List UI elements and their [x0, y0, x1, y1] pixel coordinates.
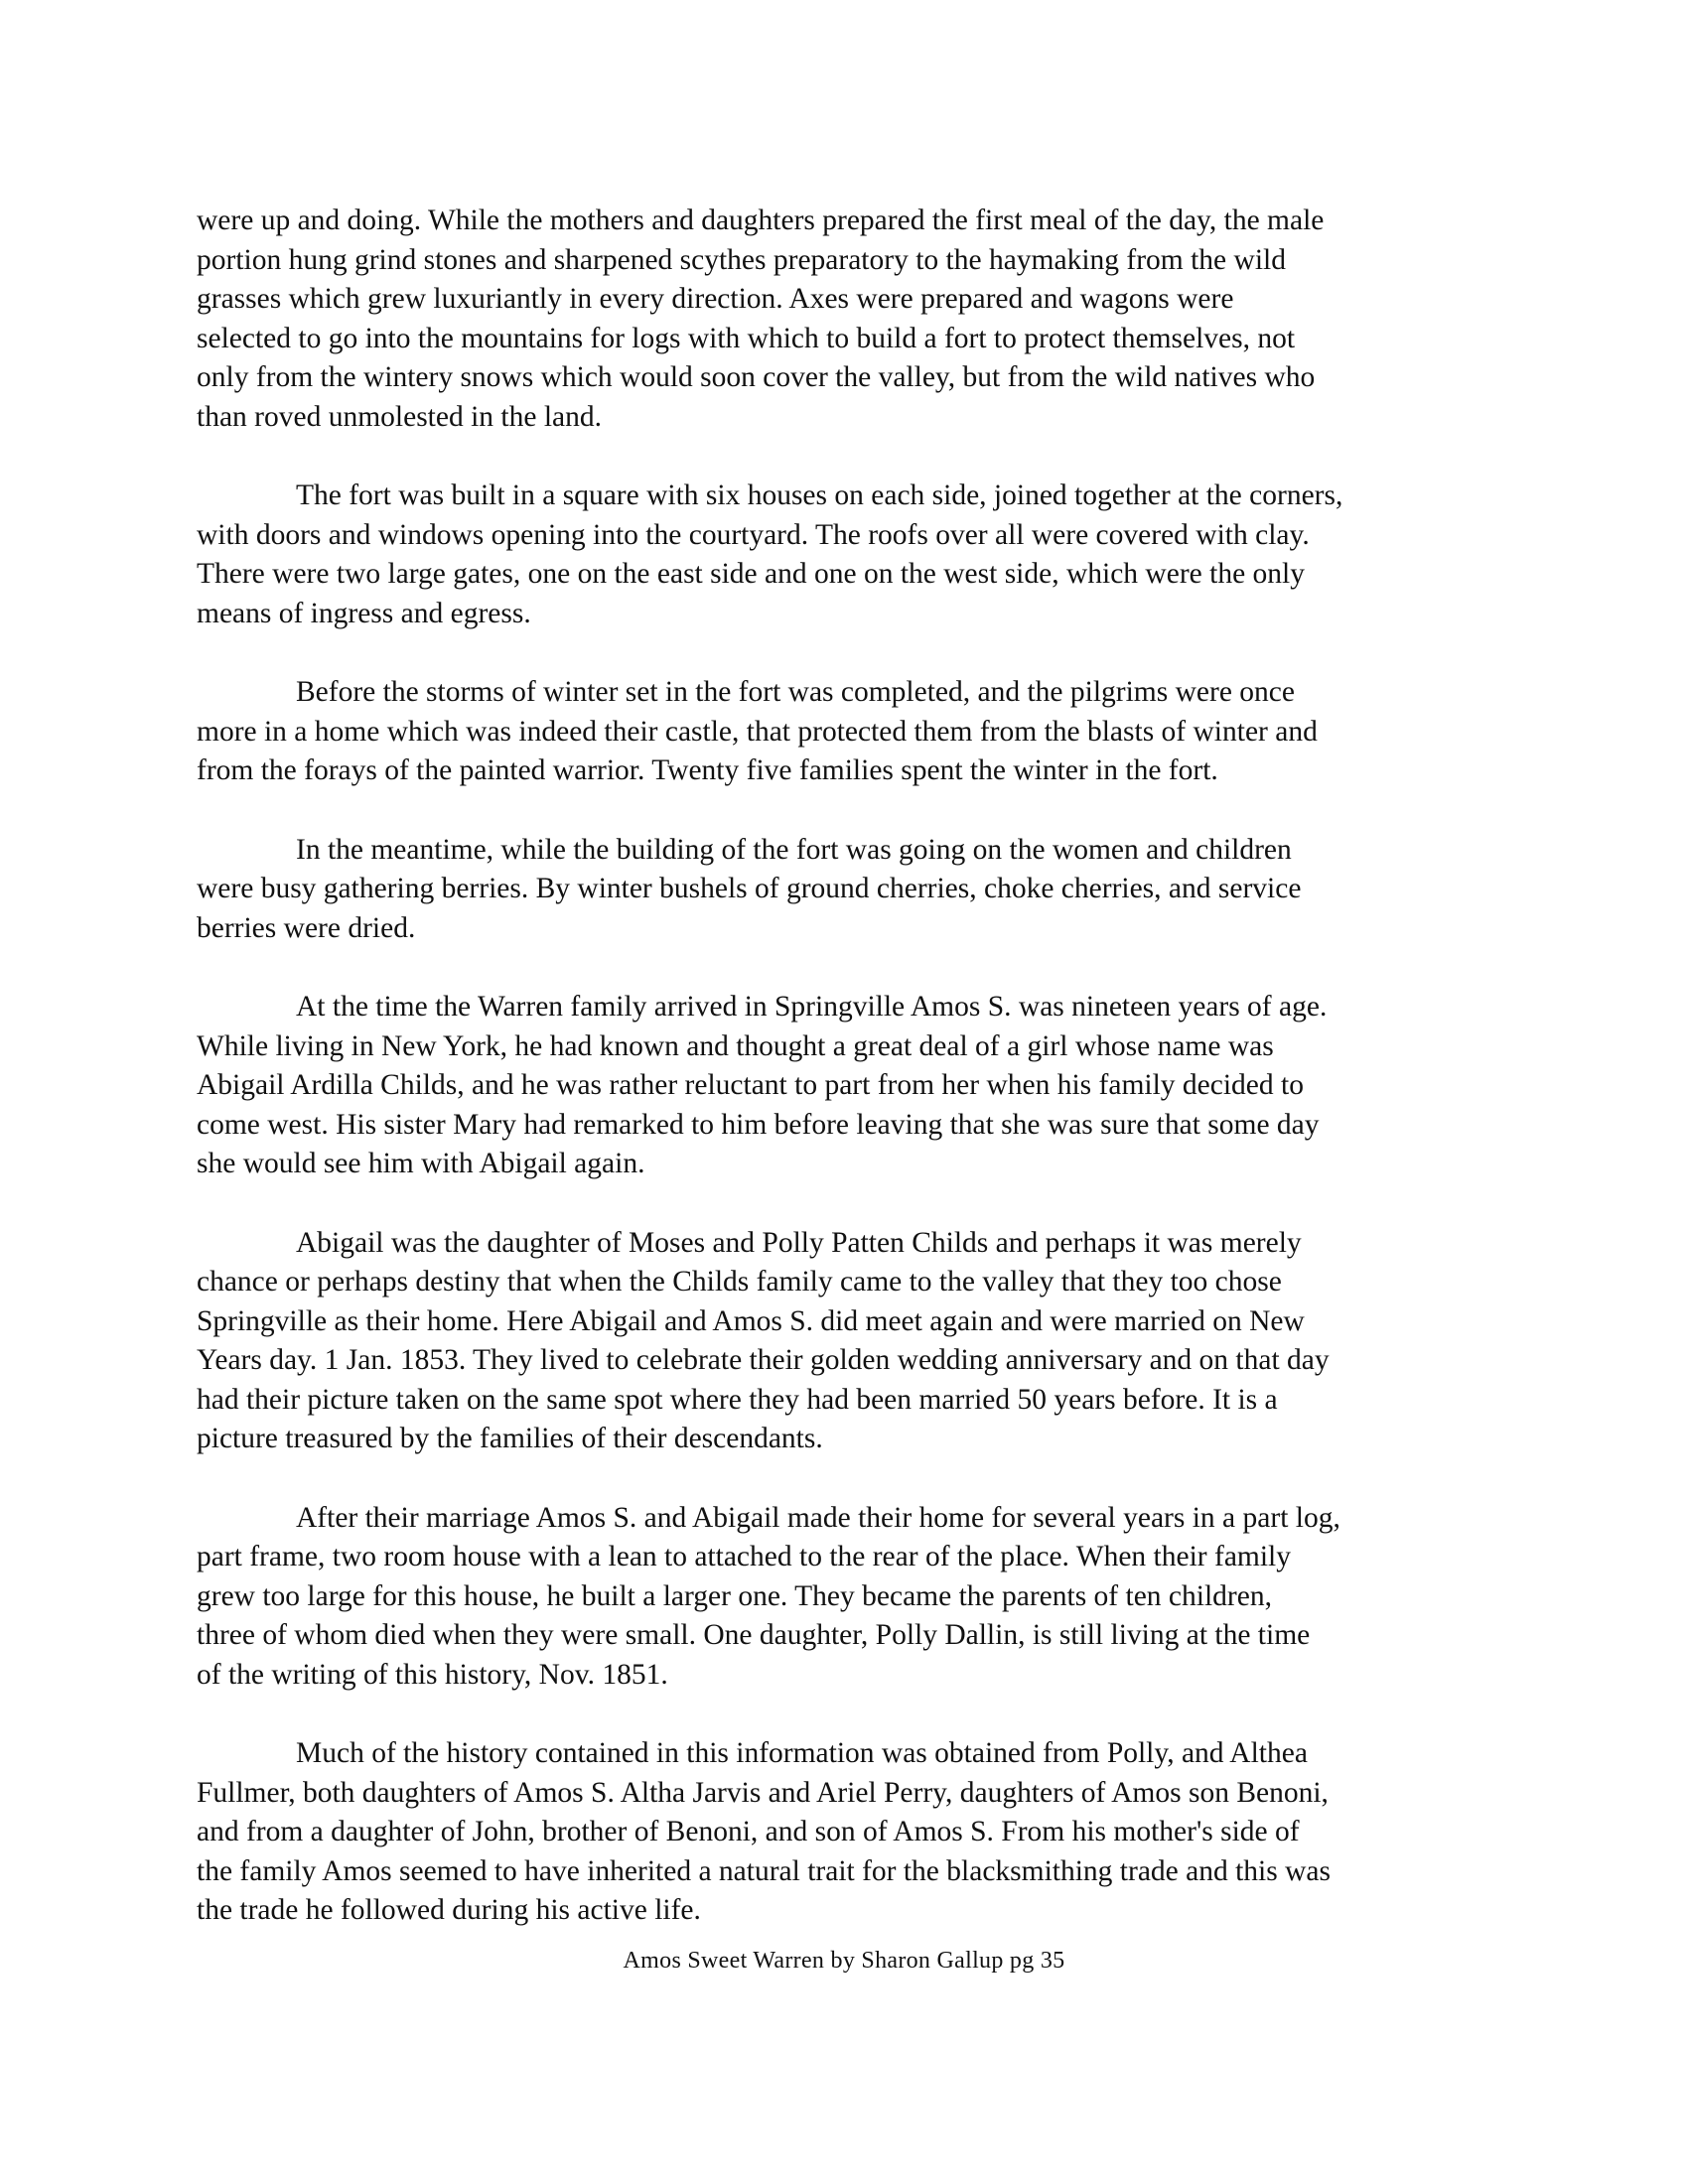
text-line: selected to go into the mountains for logs with which to build a fort to protect themselves, not — [197, 322, 1296, 354]
text-line: After their marriage Amos S. and Abigail made their home for several years in a part log, — [296, 1501, 1340, 1534]
text-line: Abigail Ardilla Childs, and he was rather reluctant to part from her when his family decided to — [197, 1069, 1304, 1101]
text-line: only from the wintery snows which would soon cover the valley, but from the wild natives who — [197, 361, 1316, 393]
text-line: were busy gathering berries. By winter bushels of ground cherries, choke cherries, and service — [197, 873, 1302, 904]
text-line: than roved unmolested in the land. — [197, 400, 602, 433]
paragraph-2 — [197, 477, 1489, 633]
text-line: Abigail was the daughter of Moses and Polly Patten Childs and perhaps it was merely — [296, 1226, 1302, 1259]
paragraph-1 — [197, 202, 1489, 437]
text-line: grasses which grew luxuriantly in every direction. Axes were prepared and wagons were — [197, 283, 1234, 315]
paragraph-4 — [197, 831, 1489, 949]
text-line: In the meantime, while the building of the fort was going on the women and children — [296, 833, 1292, 866]
text-line: and from a daughter of John, brother of Benoni, and son of Amos S. From his mother's side of — [197, 1816, 1300, 1847]
text-line: While living in New York, he had known and thought a great deal of a girl whose name was — [197, 1029, 1274, 1062]
text-line: more in a home which was indeed their castle, that protected them from the blasts of winter and — [197, 715, 1318, 748]
text-line: of the writing of this history, Nov. 1851. — [197, 1658, 668, 1691]
text-line: the family Amos seemed to have inherited a natural trait for the blacksmithing trade and this was — [197, 1854, 1331, 1887]
text-line: berries were dried. — [197, 911, 416, 944]
page-footer: Amos Sweet Warren by Sharon Gallup pg 35 — [623, 1948, 1065, 1974]
text-line: part frame, two room house with a lean to attached to the rear of the place. When their family — [197, 1541, 1292, 1572]
text-line: come west. His sister Mary had remarked to him before leaving that she was sure that some day — [197, 1108, 1320, 1141]
body-text — [197, 202, 1489, 1971]
paragraph-8 — [197, 1734, 1489, 1931]
text-line: Much of the history contained in this information was obtained from Polly, and Althea — [296, 1737, 1308, 1769]
text-line: Before the storms of winter set in the fort was completed, and the pilgrims were once — [296, 676, 1295, 708]
paragraph-7 — [197, 1499, 1489, 1696]
text-line: There were two large gates, one on the east side and one on the west side, which were the only — [197, 558, 1305, 590]
text-line: Springville as their home. Here Abigail and Amos S. did meet again and were married on New — [197, 1304, 1305, 1337]
text-line: the trade he followed during his active life. — [197, 1894, 701, 1926]
text-line: picture treasured by the families of their descendants. — [197, 1423, 823, 1454]
text-line: she would see him with Abigail again. — [197, 1148, 645, 1179]
paragraph-5 — [197, 988, 1489, 1184]
text-line: grew too large for this house, he built a larger one. They became the parents of ten children, — [197, 1579, 1272, 1612]
text-line: means of ingress and egress. — [197, 597, 531, 629]
text-line: had their picture taken on the same spot where they had been married 50 years before. It is a — [197, 1383, 1278, 1416]
text-line: Fullmer, both daughters of Amos S. Altha Jarvis and Ariel Perry, daughters of Amos son Benoni, — [197, 1776, 1329, 1809]
paragraph-6 — [197, 1224, 1489, 1459]
text-line: with doors and windows opening into the courtyard. The roofs over all were covered with clay. — [197, 518, 1310, 551]
text-line: portion hung grind stones and sharpened scythes preparatory to the haymaking from the wild — [197, 243, 1286, 276]
text-line: At the time the Warren family arrived in Springville Amos S. was nineteen years of age. — [296, 991, 1328, 1023]
text-line: chance or perhaps destiny that when the Childs family came to the valley that they too chose — [197, 1266, 1282, 1297]
text-line: The fort was built in a square with six houses on each side, joined together at the corners, — [296, 479, 1343, 511]
paragraph-3 — [197, 673, 1489, 791]
text-line: three of whom died when they were small. One daughter, Polly Dallin, is still living at the time — [197, 1619, 1311, 1651]
text-line: were up and doing. While the mothers and daughters prepared the first meal of the day, the male — [197, 205, 1325, 236]
text-line: Years day. 1 Jan. 1853. They lived to celebrate their golden wedding anniversary and on that day — [197, 1344, 1330, 1376]
text-line: from the forays of the painted warrior. Twenty five families spent the winter in the fort. — [197, 754, 1218, 786]
